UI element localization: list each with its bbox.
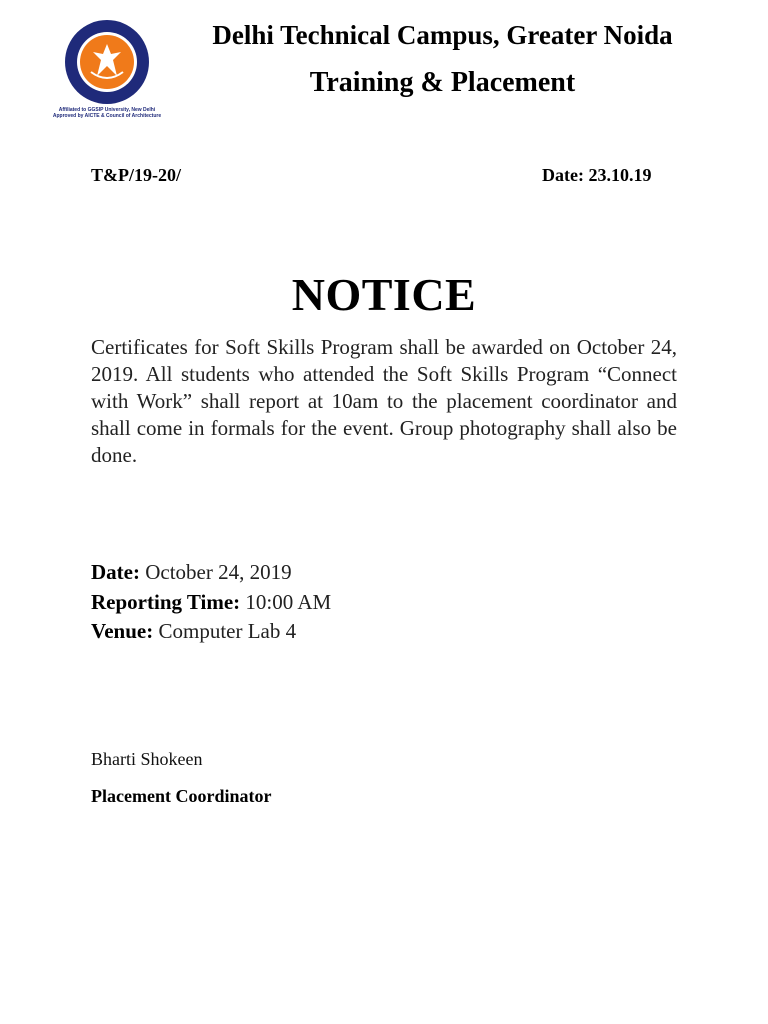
- venue-value: Computer Lab 4: [158, 619, 297, 643]
- department-title: Training & Placement: [309, 67, 576, 98]
- venue-label: Venue:: [91, 619, 154, 643]
- reporting-time-label: Reporting Time:: [91, 590, 241, 614]
- campus-seal-icon: [57, 18, 157, 106]
- reporting-time-value: 10:00 AM: [245, 590, 332, 614]
- reporting-time-line: [91, 590, 331, 615]
- event-date-value: October 24, 2019: [145, 560, 292, 584]
- event-date-label: Date:: [91, 560, 140, 584]
- logo-approval-line: Approved by AICTE & Council of Architecture: [52, 113, 162, 119]
- signatory-title: Placement Coordinator: [91, 786, 272, 806]
- event-date-line: [91, 560, 292, 585]
- institution-logo: [46, 18, 168, 122]
- logo-affiliation-line: Affiliated to GGSIP University, New Delhi: [58, 107, 156, 113]
- notice-heading: NOTICE: [291, 269, 477, 320]
- institution-title: Delhi Technical Campus, Greater Noida: [212, 20, 673, 50]
- notice-body: Certificates for Soft Skills Program shall be awarded on October 24, 2019. All students who attended the Soft Skills Program “Connect with Work” shall report at 10am to the placement coordinator and shall come in formals for the event. Group photography shall also be done.: [91, 335, 677, 467]
- reference-number: T&P/19-20/: [91, 165, 181, 185]
- venue-line: [91, 619, 296, 644]
- issue-date: Date: 23.10.19: [542, 165, 652, 185]
- signatory-name: Bharti Shokeen: [91, 749, 203, 769]
